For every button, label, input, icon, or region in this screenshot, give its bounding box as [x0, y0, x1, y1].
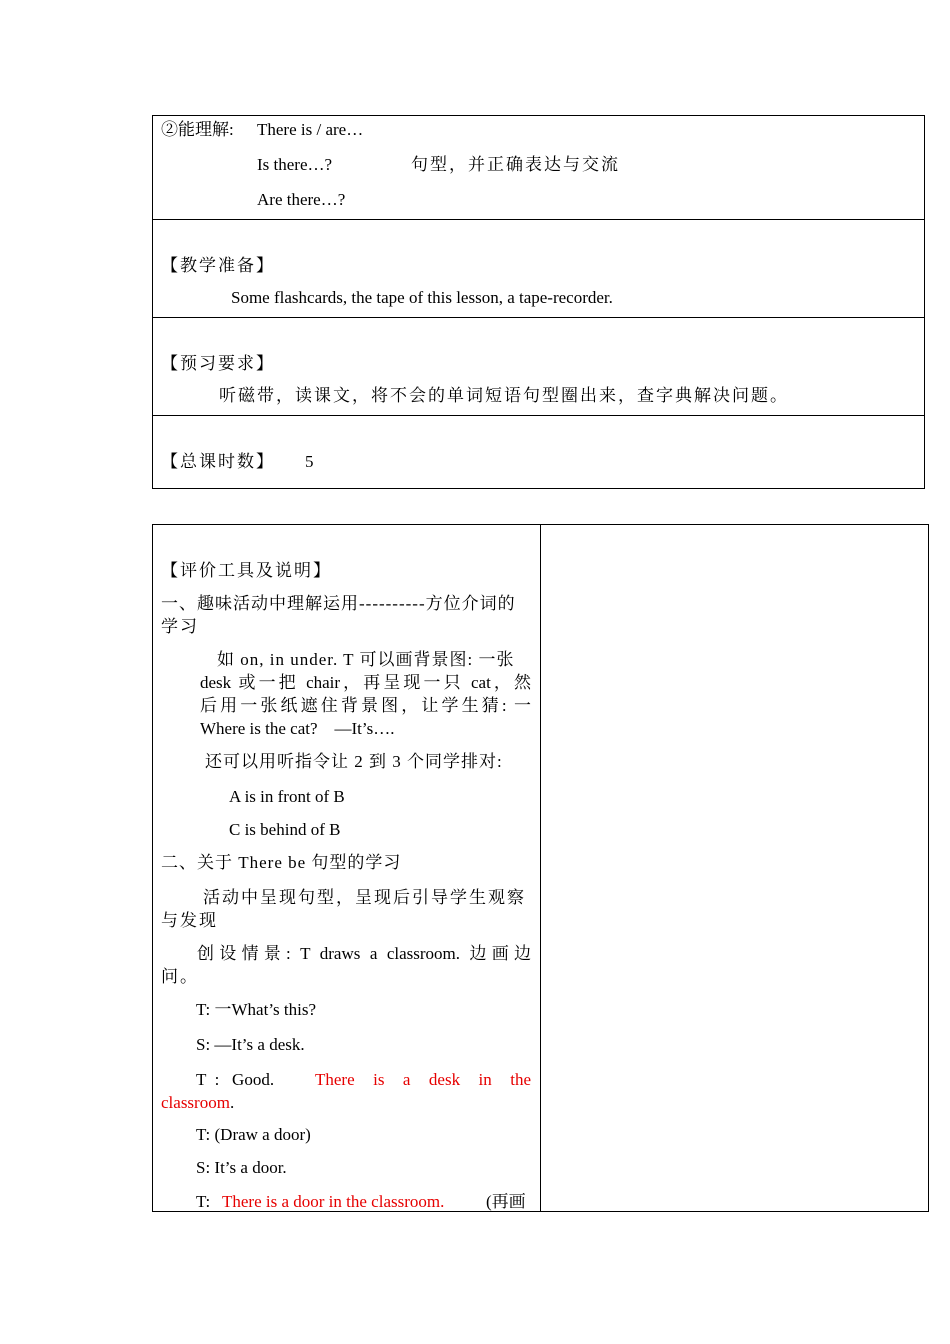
ability-line-2: Is there…?	[257, 155, 333, 174]
dialogue-2: S: —It’s a desk.	[196, 1035, 305, 1054]
para-1-line-2: desk 或一把 chair，再呈现一只 cat，然	[200, 673, 531, 692]
prep-body: Some flashcards, the tape of this lesson, a tape-recorder.	[231, 288, 613, 307]
dialogue-3-prefix: T : Good.	[196, 1070, 275, 1089]
eval-heading: 【评价工具及说明】	[161, 561, 332, 580]
dialogue-1: T: 一What’s this?	[196, 1000, 317, 1019]
ability-line-2-suffix: 句型，并正确表达与交流	[411, 155, 620, 174]
dialogue-3-highlight-cont: classroom	[161, 1093, 230, 1112]
para-2: 还可以用听指令让 2 到 3 个同学排对:	[205, 752, 503, 771]
row-divider	[153, 317, 924, 318]
section-2-title: 二、关于 There be 句型的学习	[161, 853, 402, 872]
para-6-line-1: 创设情景: T draws a classroom. 边画边	[197, 944, 531, 963]
para-6-line-2: 问。	[161, 967, 199, 986]
preview-body: 听磁带，读课文，将不会的单词短语句型圈出来，查字典解决问题。	[219, 386, 789, 405]
para-5-line-2: 与发现	[161, 911, 218, 930]
section-1-title: 一、趣味活动中理解运用----------方位介词的	[161, 594, 516, 613]
dialogue-6-prefix: T:	[196, 1192, 211, 1211]
section-1-title-cont: 学习	[161, 617, 199, 636]
dialogue-3-highlight: There is a desk in the	[315, 1070, 531, 1089]
para-4: C is behind of B	[229, 820, 341, 839]
total-value: 5	[305, 452, 314, 471]
row-divider	[153, 415, 924, 416]
dialogue-4: T: (Draw a door)	[196, 1125, 311, 1144]
preview-heading: 【预习要求】	[161, 354, 275, 373]
dialogue-5: S: It’s a door.	[196, 1158, 287, 1177]
info-table	[152, 115, 925, 489]
dialogue-3-line-2	[161, 1092, 234, 1114]
dialogue-3-period: .	[229, 1093, 235, 1112]
dialogue-6-highlight: There is a door in the classroom.	[222, 1192, 445, 1211]
dialogue-6-suffix: (再画	[486, 1192, 526, 1211]
para-1-line-3: 后用一张纸遮住背景图，让学生猜: 一	[200, 696, 531, 715]
prep-heading: 【教学准备】	[161, 256, 275, 275]
evaluation-table	[152, 524, 929, 1212]
row-divider	[153, 219, 924, 220]
para-1-line-1: 如 on, in under. T 可以画背景图: 一张	[217, 650, 515, 669]
ability-label: ②能理解:	[161, 120, 234, 139]
total-heading: 【总课时数】	[161, 452, 275, 471]
ability-line-3: Are there…?	[257, 190, 346, 209]
para-5-line-1: 活动中呈现句型，呈现后引导学生观察	[203, 888, 526, 907]
para-3: A is in front of B	[229, 787, 345, 806]
ability-line-1: There is / are…	[257, 120, 364, 139]
para-1-line-4: Where is the cat? —It’s….	[200, 719, 395, 738]
column-divider	[540, 525, 541, 1211]
